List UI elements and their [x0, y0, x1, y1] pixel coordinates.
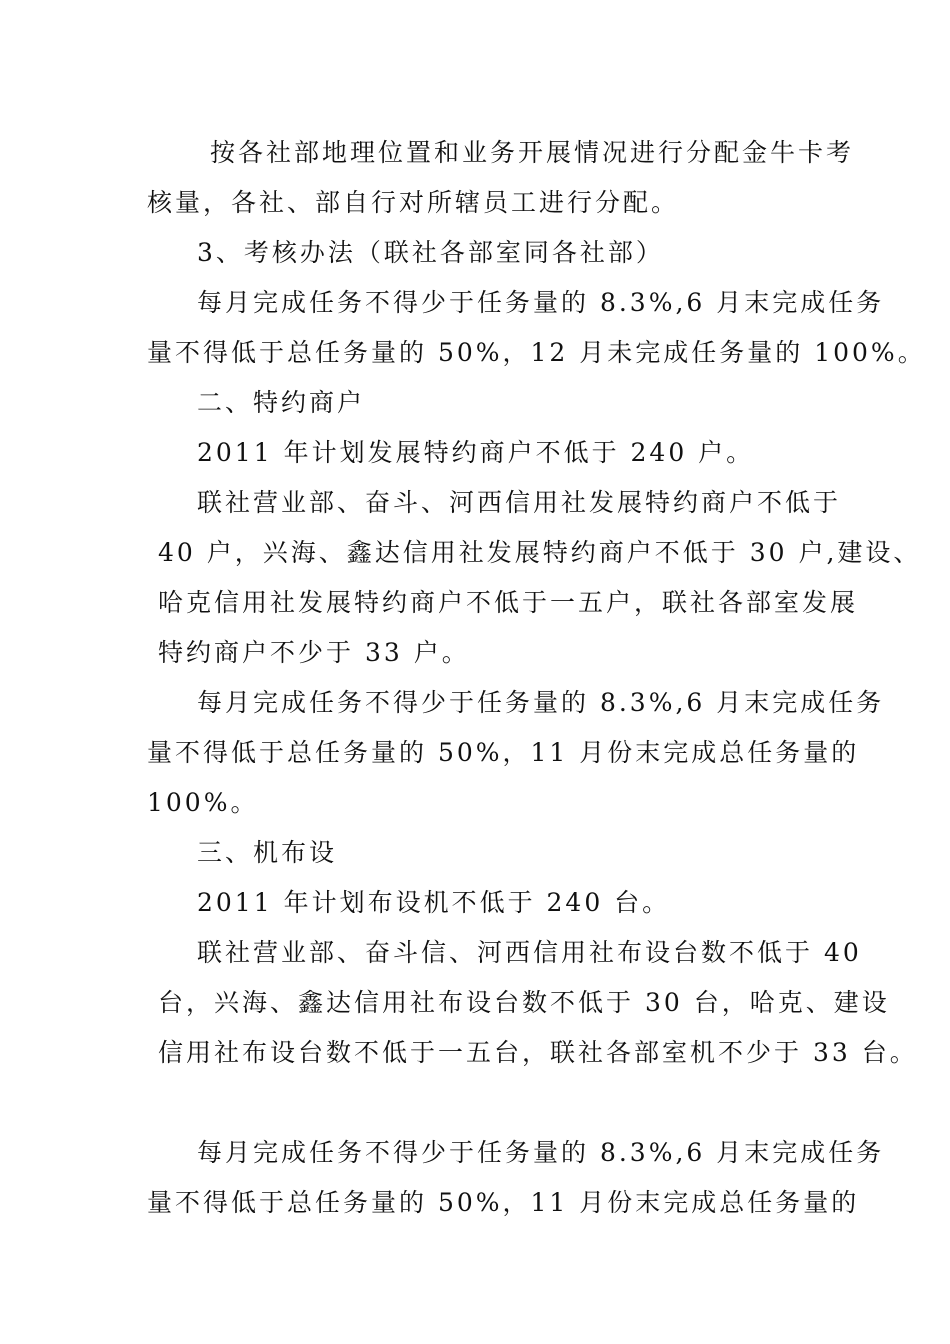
- paragraph-line: 40 户，兴海、鑫达信用社发展特约商户不低于 30 户,建设、: [158, 538, 922, 567]
- paragraph-line: 100%。: [147, 788, 259, 817]
- paragraph-line: 联社营业部、奋斗、河西信用社发展特约商户不低于: [197, 488, 842, 517]
- paragraph-line: 2011 年计划布设机不低于 240 台。: [197, 888, 671, 917]
- paragraph-line: 量不得低于总任务量的 50%，11 月份末完成总任务量的: [147, 738, 860, 767]
- paragraph-line: 联社营业部、奋斗信、河西信用社布设台数不低于 40: [197, 938, 862, 967]
- paragraph-line: 每月完成任务不得少于任务量的 8.3%,6 月末完成任务: [197, 688, 885, 717]
- paragraph-line: 2011 年计划发展特约商户不低于 240 户。: [197, 438, 755, 467]
- section-heading: 3、考核办法（联社各部室同各社部）: [197, 238, 664, 267]
- section-heading: 二、特约商户: [197, 388, 366, 417]
- paragraph-line: 信用社布设台数不低于一五台，联社各部室机不少于 33 台。: [158, 1038, 918, 1067]
- paragraph-line: 量不得低于总任务量的 50%，11 月份末完成总任务量的: [147, 1188, 860, 1217]
- paragraph-line: 哈克信用社发展特约商户不低于一五户，联社各部室发展: [158, 588, 859, 617]
- paragraph-line: 核量，各社、部自行对所辖员工进行分配。: [147, 188, 680, 217]
- section-heading: 三、机布设: [197, 838, 338, 867]
- paragraph-line: 每月完成任务不得少于任务量的 8.3%,6 月末完成任务: [197, 1138, 885, 1167]
- paragraph-line: 台，兴海、鑫达信用社布设台数不低于 30 台，哈克、建设: [158, 988, 890, 1017]
- paragraph-line: 量不得低于总任务量的 50%，12 月未完成任务量的 100%。: [147, 338, 926, 367]
- paragraph-line: 特约商户不少于 33 户。: [158, 638, 470, 667]
- paragraph-line: 每月完成任务不得少于任务量的 8.3%,6 月末完成任务: [197, 288, 885, 317]
- paragraph-line: 按各社部地理位置和业务开展情况进行分配金牛卡考: [210, 138, 855, 167]
